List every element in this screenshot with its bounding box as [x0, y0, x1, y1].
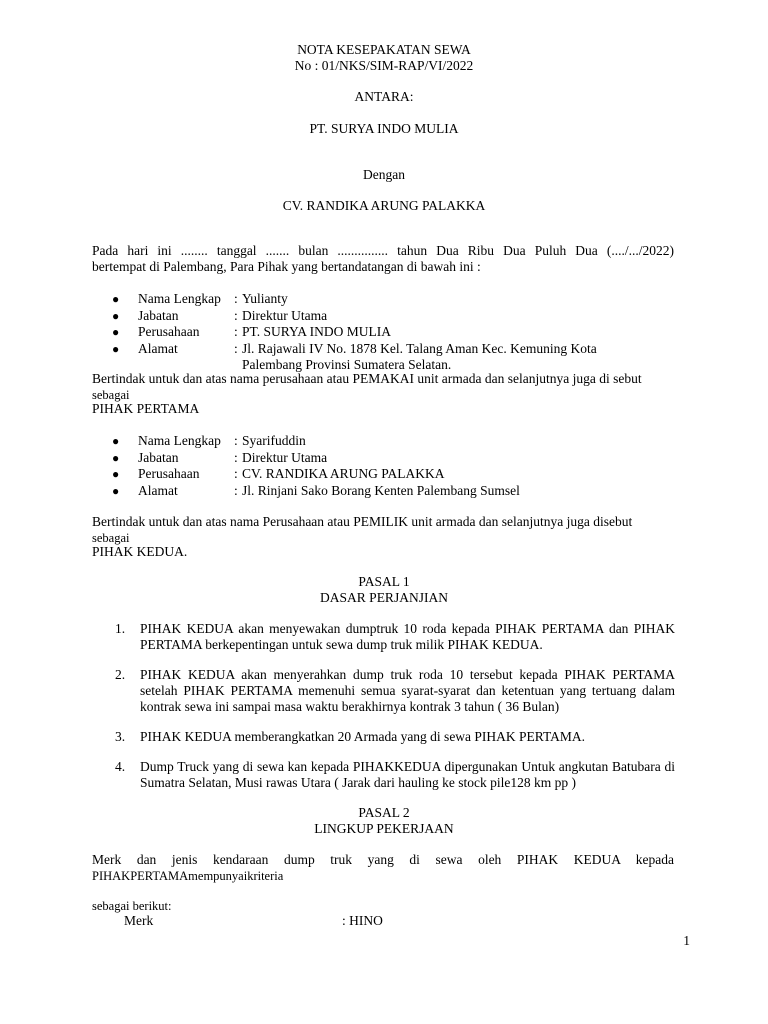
statement-line-1: Bertindak untuk dan atas nama Perusahaan atau PEMILIK unit armada dan selanjutnya juga disebut: [92, 514, 633, 529]
doc-title: NOTA KESEPAKATAN SEWA: [297, 42, 471, 57]
colon: :: [234, 449, 238, 465]
bullet-icon: ●: [112, 434, 120, 448]
item-value: Direktur Utama: [242, 307, 328, 323]
bullet-icon: ●: [112, 308, 120, 323]
item-label: Perusahaan: [138, 466, 200, 481]
doc-number: No : 01/NKS/SIM-RAP/VI/2022: [294, 58, 474, 73]
item-value: Direktur Utama: [242, 449, 328, 465]
list-item: [112, 466, 652, 483]
spec-label: Merk: [124, 913, 154, 928]
item-label: Jabatan: [138, 449, 179, 465]
statement-line-1: Bertindak untuk dan atas nama perusahaan atau PEMAKAI unit armada dan selanjutnya juga di sebut: [92, 371, 642, 386]
colon: :: [234, 291, 238, 306]
first-party-statement: [92, 371, 674, 417]
list-item: [112, 291, 652, 308]
pasal1-list: [115, 621, 675, 791]
list-item: [115, 759, 675, 791]
first-party-role: PIHAK PERTAMA: [92, 401, 200, 416]
dengan-label: Dengan: [363, 167, 405, 182]
item-number: 1.: [115, 621, 126, 636]
item-label: Jabatan: [138, 307, 179, 323]
intro-paragraph: [92, 243, 674, 275]
pasal2-title: LINGKUP PEKERJAAN: [314, 821, 454, 836]
item-label: Nama Lengkap: [138, 433, 221, 448]
first-party-list: [112, 291, 652, 374]
list-item: [115, 667, 675, 715]
party1-heading: PT. SURYA INDO MULIA: [309, 121, 459, 136]
list-item: [112, 341, 652, 374]
bullet-icon: ●: [112, 467, 120, 481]
bullet-icon: ●: [112, 325, 120, 339]
intro-line-1: Pada hari ini ........ tanggal ....... bulan ............... tahun Dua Ribu Dua Puluh Dua (..../.../2022): [92, 243, 674, 258]
item-number: 4.: [115, 759, 126, 774]
party2-heading: CV. RANDIKA ARUNG PALAKKA: [282, 198, 486, 213]
item-label: Alamat: [138, 340, 178, 356]
second-party-statement: [92, 514, 674, 560]
item-value: Jl. Rinjani Sako Borang Kenten Palembang Sumsel: [242, 482, 520, 498]
bullet-icon: ●: [112, 341, 120, 356]
item-text: PIHAK KEDUA akan menyerahkan dump truk roda 10 tersebut kepada PIHAK PERTAMA setelah PIHAK PERTAMA memenuhi semua syarat-syarat dan ketentuan yang tertuang dalam kontrak sewa ini sampai masa waktu berakhirnya kontrak 3 tahun ( 36 Bulan): [140, 667, 675, 714]
colon: :: [234, 324, 238, 339]
item-value: Syarifuddin: [242, 433, 306, 448]
item-number: 3.: [115, 729, 126, 744]
item-label: Perusahaan: [138, 324, 200, 339]
item-text: Dump Truck yang di sewa kan kepada PIHAKKEDUA dipergunakan Untuk angkutan Batubara di Sumatra Selatan, Musi rawas Utara ( Jarak dari hauling ke stock pile128 km pp ): [140, 759, 675, 790]
colon: :: [234, 466, 238, 481]
list-item: [115, 621, 675, 653]
statement-line-2: sebagai: [92, 388, 130, 402]
statement-line-2: sebagai: [92, 531, 130, 545]
pasal2-line-2: PIHAKPERTAMAmempunyaikriteria: [92, 869, 284, 883]
pasal2-line-1: Merk dan jenis kendaraan dump truk yang di sewa oleh PIHAK KEDUA kepada: [92, 852, 674, 867]
item-label: Nama Lengkap: [138, 291, 221, 306]
item-value: CV. RANDIKA ARUNG PALAKKA: [242, 466, 445, 481]
list-item: [115, 729, 675, 745]
list-item: [112, 450, 652, 467]
item-number: 2.: [115, 667, 126, 682]
colon: :: [234, 340, 238, 356]
second-party-list: [112, 433, 652, 499]
second-party-role: PIHAK KEDUA.: [92, 544, 188, 559]
item-label: Alamat: [138, 482, 178, 498]
pasal1-title: DASAR PERJANJIAN: [320, 590, 448, 605]
item-value: Jl. Rajawali IV No. 1878 Kel. Talang Aman Kec. Kemuning Kota Palembang Provinsi Sumatera Selatan.: [242, 340, 597, 372]
pasal2-line-3: sebagai berikut:: [92, 899, 172, 913]
pasal2-paragraph: [92, 852, 674, 884]
colon: :: [234, 482, 238, 498]
bullet-icon: ●: [112, 483, 120, 498]
list-item: [112, 324, 652, 341]
list-item: [112, 308, 652, 325]
pasal2-heading: PASAL 2: [358, 805, 410, 820]
item-value: PT. SURYA INDO MULIA: [242, 324, 392, 339]
antara-label: ANTARA:: [354, 89, 414, 104]
list-item: [112, 433, 652, 450]
intro-line-2: bertempat di Palembang, Para Pihak yang bertandatangan di bawah ini :: [92, 259, 481, 274]
item-value: Yulianty: [242, 291, 288, 306]
spec-value: : HINO: [342, 913, 383, 928]
list-item: [112, 483, 652, 500]
colon: :: [234, 307, 238, 323]
item-text: PIHAK KEDUA akan menyewakan dumptruk 10 roda kepada PIHAK PERTAMA dan PIHAK PERTAMA berkepentingan untuk sewa dump truk milik PIHAK KEDUA.: [140, 621, 675, 652]
item-text: PIHAK KEDUA memberangkatkan 20 Armada yang di sewa PIHAK PERTAMA.: [140, 729, 586, 744]
pasal1-heading: PASAL 1: [358, 574, 410, 589]
bullet-icon: ●: [112, 292, 120, 306]
page-number: 1: [683, 933, 690, 948]
colon: :: [234, 433, 238, 448]
spec-row: [124, 913, 383, 929]
bullet-icon: ●: [112, 450, 120, 465]
